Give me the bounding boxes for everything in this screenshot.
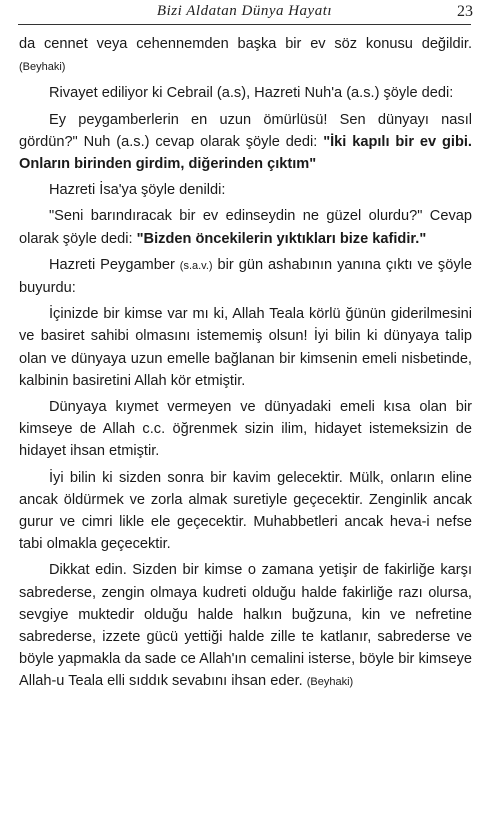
bold-quote: "İki kapılı bir ev gibi. Onların birinden girdim, diğerinden çıktım"	[19, 133, 472, 173]
paragraph-text: İyi bilin ki sizden sonra bir kavim gelecektir. Mülk, onların eline ancak öldürmek ve zorla almak suretiyle geçecektir. Zenginlik ancak gurur ve cimri likle ele geçecektir. Muhabbetleri ancak heva-i nefse tabi olmakla geçecektir.	[19, 469, 472, 553]
paragraph-2	[19, 82, 472, 104]
paragraph-text: "Seni barındıracak bir ev edinseydin ne güzel olurdu?" Cevap olarak şöyle dedi:	[19, 208, 472, 247]
paragraph-8	[19, 396, 472, 463]
paragraph-text: Dikkat edin. Sizden bir kimse o zamana yetişir de fakirliğe karşı sabrederse, zengin olmaya kudreti olduğu halde fakirliğe razı olursa, sevgiye muktedir olduğu halde halkın buğzuna, kin ve nefretine sabrederse, izzete gücü yettiği halde zille te katlanır, sabrederse ve böyle yapmakla da sade ce Allah'ın cemalini isterse, böyle bir kimseye Allah-u Teala elli sıddık sevabını ihsan eder.	[19, 562, 472, 690]
paragraph-text: Hazreti Peygamber	[49, 256, 180, 273]
page-header	[0, 0, 489, 24]
paragraph-text: Ey peygamberlerin en uzun ömürlüsü! Sen dünyayı nasıl gördün?" Nuh (a.s.) cevap olarak şöyle dedi:	[19, 111, 472, 150]
paragraph-4	[19, 179, 472, 201]
paragraph-5	[19, 205, 472, 249]
paragraph-3	[19, 109, 472, 176]
paragraph-7	[19, 303, 472, 392]
paragraph-text: İçinizde bir kimse var mı ki, Allah Teala körlü ğünün giderilmesini ve basiret sahibi olmasını istememiş olsun! İyi bilin ki dünyaya talip olan ve dünyaya uzun emelle bağlanan bir kimsenin emeli nisbetinde, kalbinin basiretini Allah kör etmiştir.	[19, 306, 472, 389]
paragraph-text: bir gün ashabının yanına çıktı ve şöyle buyurdu:	[19, 256, 472, 297]
page-body	[19, 33, 472, 698]
paragraph-1	[19, 33, 472, 78]
page-number: 23	[457, 3, 473, 20]
bold-quote: "Bizden öncekilerin yıktıkları bize kafidir."	[136, 230, 427, 247]
paragraph-9	[19, 467, 472, 556]
header-rule	[18, 24, 471, 25]
paragraph-text: da cennet veya cehennemden başka bir ev söz konusu değildir.	[19, 36, 472, 52]
paragraph-text: Rivayet ediliyor ki Cebrail (a.s), Hazreti Nuh'a (a.s.) şöyle dedi:	[49, 85, 454, 102]
honorific-abbreviation: (s.a.v.)	[179, 259, 213, 272]
paragraph-6	[19, 254, 472, 299]
source-citation: (Beyhaki)	[306, 676, 354, 689]
paragraph-text: Dünyaya kıymet vermeyen ve dünyadaki emeli kısa olan bir kimseye de Allah c.c. öğrenmek sizin ilim, hidayet istemeksizin de hidayet ihsan etmiştir.	[19, 399, 472, 460]
running-title: Bizi Aldatan Dünya Hayatı	[156, 3, 333, 19]
source-citation: (Beyhaki)	[19, 61, 66, 74]
paragraph-text: Hazreti İsa'ya şöyle denildi:	[49, 182, 226, 199]
paragraph-10	[19, 559, 472, 693]
